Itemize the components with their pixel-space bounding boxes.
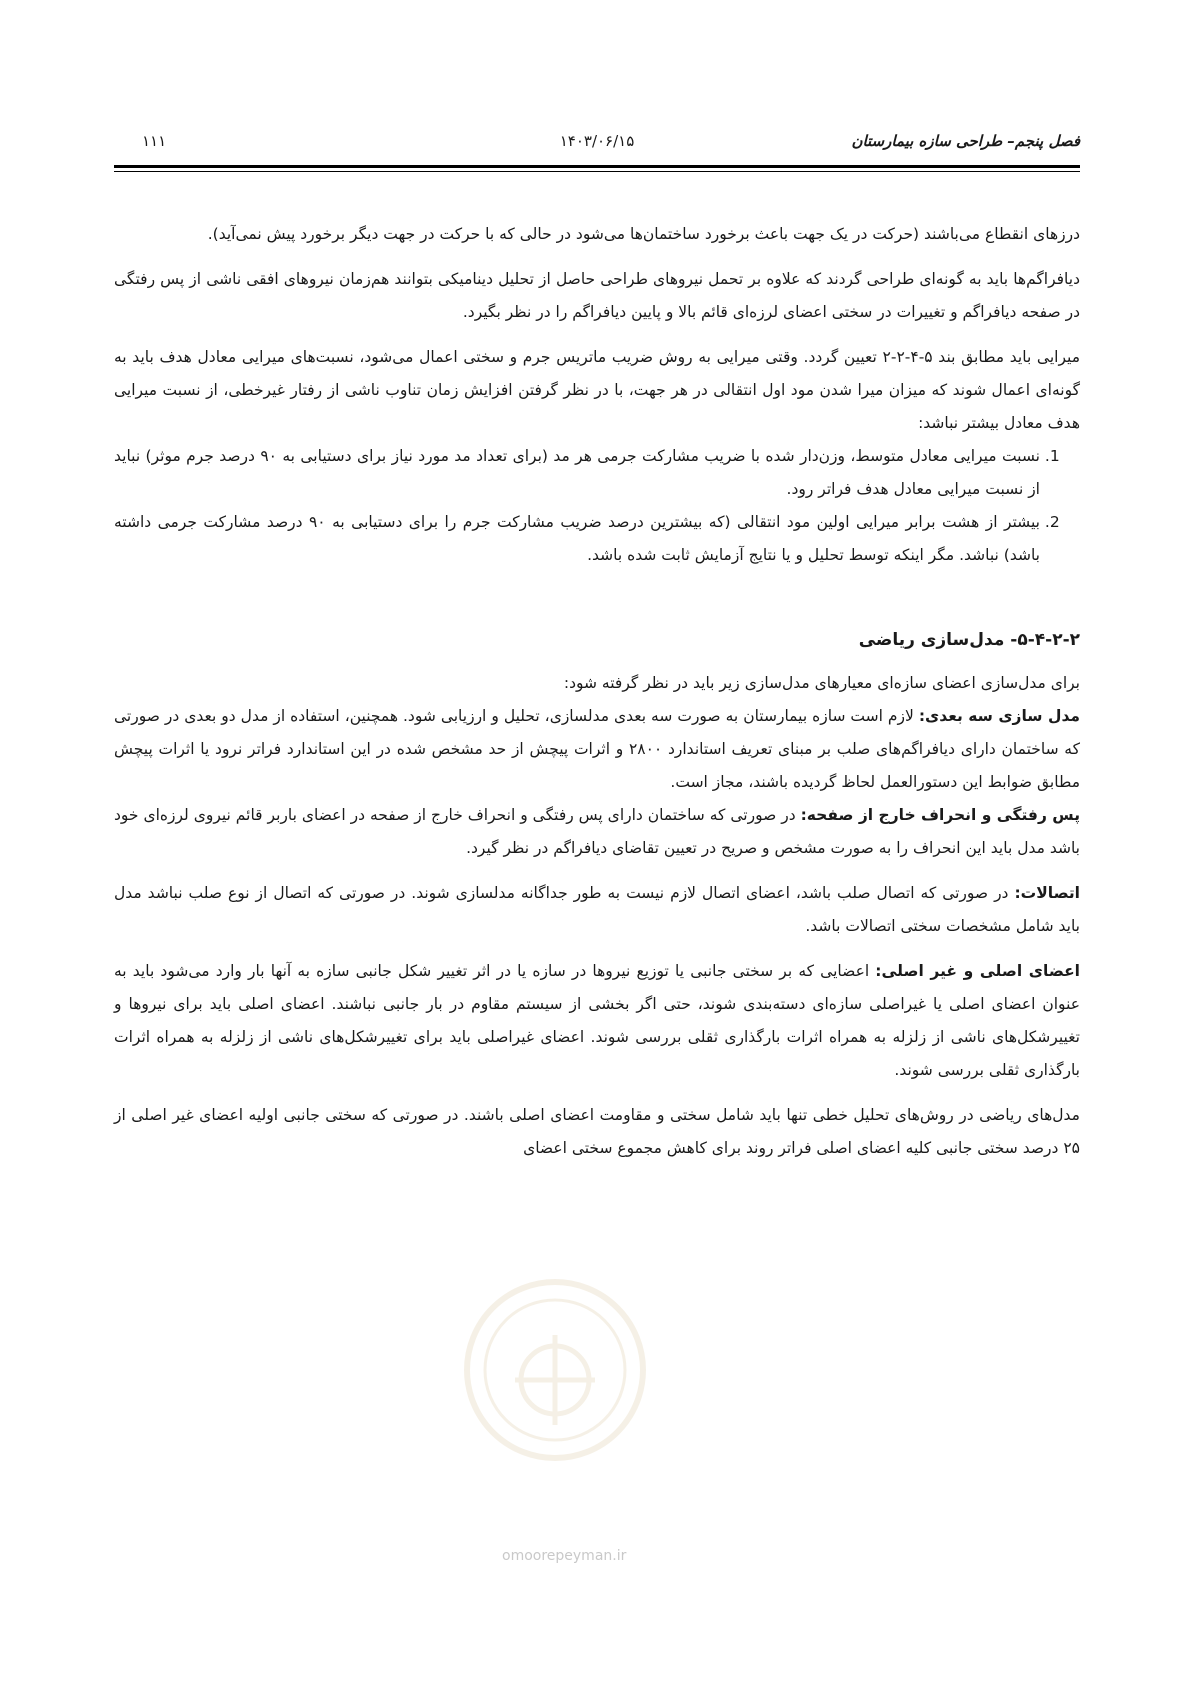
criterion-text: لازم است سازه بیمارستان به صورت سه بعدی مدلسازی، تحلیل و ارزیابی شود. همچنین، استفاده از مدل دو بعدی در صورتی که ساختمان دارای دیافراگم‌های صلب بر مبنای تعریف استاندارد ۲۸۰۰ و اثرات پیچش از حد مشخص شده در این استاندارد فراتر نرود یا اثرات پیچش مطابق ضوابط این دستورالعمل لحاظ گردیده باشند، مجاز است. bbox=[114, 707, 1080, 791]
document-body bbox=[114, 218, 1080, 1177]
section-heading: ۵-۴-۲-۲- مدل‌سازی ریاضی bbox=[858, 630, 1080, 650]
header-rule-thin bbox=[114, 171, 1080, 172]
watermark-text: omoorepeyman.ir bbox=[502, 1548, 627, 1564]
criterion-term: اتصالات: bbox=[1014, 884, 1080, 902]
seal-logo-icon bbox=[460, 1275, 650, 1465]
paragraph: دیافراگم‌ها باید به گونه‌ای طراحی گردند که علاوه بر تحمل نیروهای طراحی حاصل از تحلیل دینامیکی بتوانند هم‌زمان نیروهای افقی ناشی از پس رفتگی در صفحه دیافراگم و تغییرات در سختی اعضای لرزه‌ای قائم بالا و پایین دیافراگم را در نظر بگیرد. bbox=[114, 270, 1080, 321]
paragraph: مدل‌های ریاضی در روش‌های تحلیل خطی تنها باید شامل سختی و مقاومت اعضای اصلی باشند. در صورتی که سختی جانبی اولیه اعضای غیر اصلی از ۲۵ درصد سختی جانبی کلیه اعضای اصلی فراتر روند برای کاهش مجموع سختی اعضای bbox=[114, 1106, 1080, 1157]
chapter-title: فصل پنجم– طراحی سازه بیمارستان bbox=[851, 132, 1080, 150]
criterion-3d-modeling bbox=[114, 700, 1080, 799]
criterion-connections bbox=[114, 877, 1080, 943]
criterion-text: اعضایی که بر سختی جانبی یا توزیع نیروها در سازه یا در اثر تغییر شکل جانبی سازه به آنها بار وارد می‌شود باید به عنوان اعضای اصلی یا غیراصلی سازه‌ای دسته‌بندی شوند، حتی اگر بخشی از سیستم مقاوم در بار جانبی نباشند. اعضای اصلی باید برای نیروها و تغییرشکل‌های ناشی از زلزله به همراه اثرات بارگذاری ثقلی بررسی شوند. اعضای غیراصلی باید برای تغییرشکل‌های ناشی از زلزله به همراه اثرات بارگذاری ثقلی بررسی شوند. bbox=[114, 962, 1080, 1079]
list-item: 2. بیشتر از هشت برابر میرایی اولین مود انتقالی (که بیشترین درصد ضریب مشارکت جرم را برای دستیابی به ۹۰ درصد مشارکت جرمی داشته باشد) نباشد. مگر اینکه توسط تحلیل و یا نتایج آزمایش ثابت شده باشد. bbox=[114, 506, 1040, 572]
criterion-text: در صورتی که ساختمان دارای پس رفتگی و انحراف خارج از صفحه در اعضای باربر قائم نیروی لرزه‌ای خود باشد مدل باید این انحراف را به صورت مشخص و صریح در تعیین تقاضای دیافراگم در نظر گیرد. bbox=[114, 806, 1080, 857]
header-date: ۱۴۰۳/۰۶/۱۵ bbox=[559, 132, 635, 150]
paragraph: میرایی باید مطابق بند ۵-۴-۲-۲ تعیین گردد. وقتی میرایی به روش ضریب ماتریس جرم و سختی اعمال می‌شود، نسبت‌های میرایی معادل هدف باید به گونه‌ای اعمال شوند که میزان میرا شدن مود اول انتقالی در هر جهت، با در نظر گرفتن افزایش زمان تناوب ناشی از رفتار غیرخطی، از نسبت میرایی هدف معادل بیشتر نباشد: bbox=[114, 348, 1081, 432]
page-number: ۱۱۱ bbox=[142, 132, 167, 150]
paragraph: درزهای انقطاع می‌باشند (حرکت در یک جهت باعث برخورد ساختمان‌ها می‌شود در حالی که با حرکت در جهت دیگر برخورد پیش نمی‌آید). bbox=[207, 225, 1080, 243]
criterion-term: پس رفتگی و انحراف خارج از صفحه: bbox=[800, 806, 1081, 824]
criterion-term: اعضای اصلی و غیر اصلی: bbox=[875, 962, 1080, 980]
damping-list bbox=[114, 440, 1080, 572]
criterion-primary-secondary bbox=[114, 955, 1080, 1087]
criterion-setback bbox=[114, 799, 1080, 865]
list-item: 1. نسبت میرایی معادل متوسط، وزن‌دار شده با ضریب مشارکت جرمی هر مد (برای تعداد مد مورد نیاز برای دستیابی به ۹۰ درصد جرم موثر) نباید از نسبت میرایی معادل هدف فراتر رود. bbox=[114, 440, 1040, 506]
section-intro: برای مدل‌سازی اعضای سازه‌ای معیارهای مدل‌سازی زیر باید در نظر گرفته شود: bbox=[563, 674, 1080, 692]
header-rule-thick bbox=[114, 165, 1080, 168]
page-header bbox=[114, 128, 1080, 158]
criterion-term: مدل سازی سه بعدی: bbox=[918, 707, 1081, 725]
criterion-text: در صورتی که اتصال صلب باشد، اعضای اتصال لازم نیست به طور جداگانه مدلسازی شوند. در صورتی که اتصال از نوع صلب نباشد مدل باید شامل مشخصات سختی اتصالات باشد. bbox=[114, 884, 1080, 935]
